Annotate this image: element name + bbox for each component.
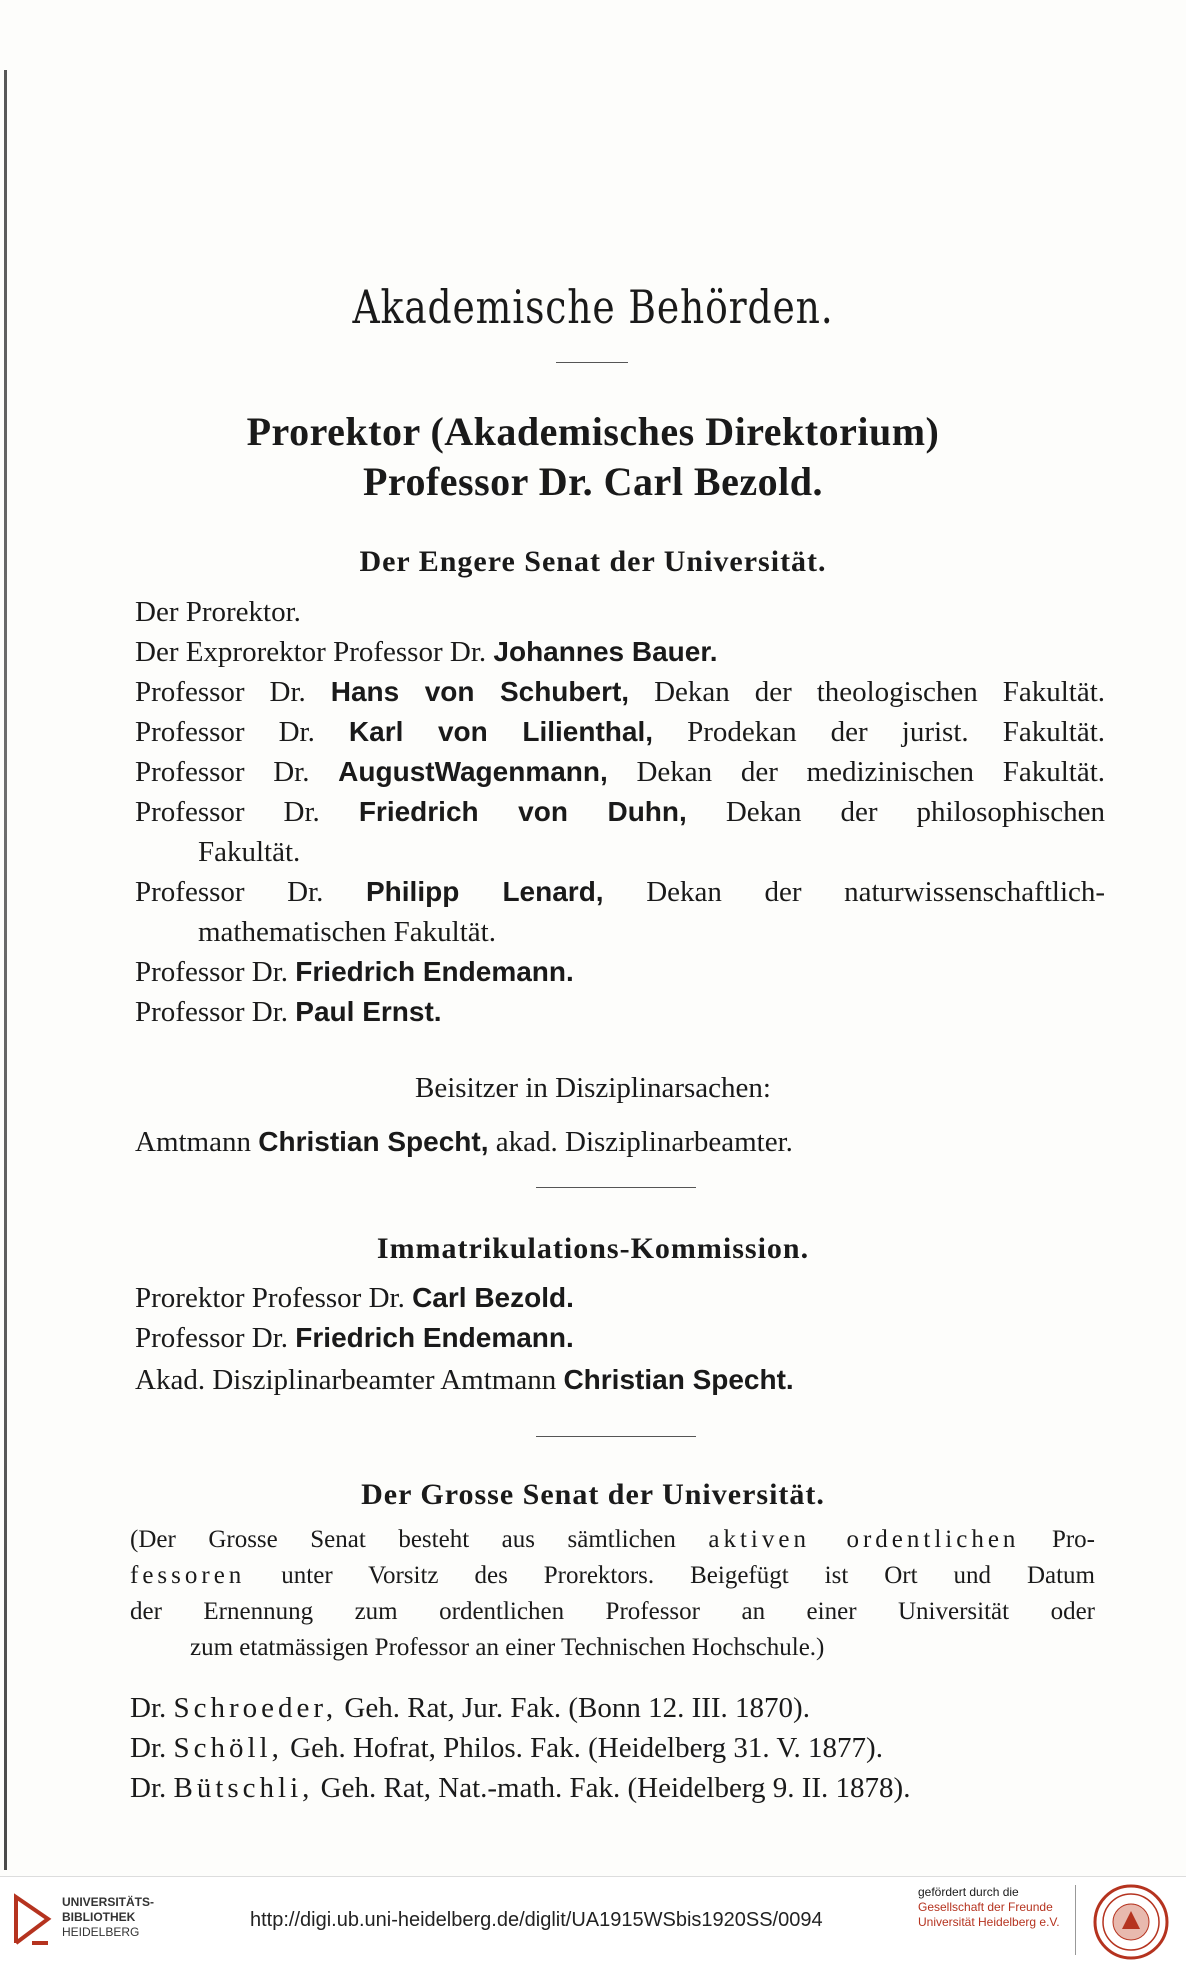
note-text: der Ernennung zum ordentlichen Professor an einer Universität oder <box>130 1598 1095 1625</box>
line-text: Dekan der medizinischen Fakultät. <box>636 756 1106 788</box>
senat-note-line <box>130 1522 1095 1558</box>
line-text: Dekan der philosophischen <box>725 796 1106 828</box>
line-text: mathematischen Fakultät. <box>198 916 496 948</box>
library-logo-icon <box>12 1891 52 1947</box>
line-text: Geh. Rat, Nat.-math. Fak. (Heidelberg 9. II. 1878). <box>320 1772 911 1804</box>
note-text: aktiven ordentlichen <box>708 1526 1020 1553</box>
divider <box>536 1436 696 1437</box>
person-name: Schroeder, <box>173 1692 338 1724</box>
senat-line <box>135 714 1105 750</box>
note-text: Pro- <box>1051 1526 1096 1553</box>
line-text: Amtmann <box>135 1126 251 1158</box>
page-edge-shadow <box>4 70 7 1870</box>
person-name: Hans von Schubert, <box>330 676 630 707</box>
senat-line <box>135 674 1105 710</box>
line-text: Der Prorektor. <box>135 596 301 628</box>
digitization-footer <box>0 1876 1186 1965</box>
line-text: Dekan der naturwissenschaftlich- <box>646 876 1106 908</box>
university-seal-icon <box>1092 1883 1170 1961</box>
kommission-line <box>135 1362 1105 1398</box>
line-text: Akad. Disziplinarbeamter Amtmann <box>135 1364 557 1396</box>
line-text: Professor Dr. <box>135 756 310 788</box>
kommission-line <box>135 1320 1105 1356</box>
line-text: Professor Dr. <box>135 796 320 828</box>
sponsor-line: Universität Heidelberg e.V. <box>918 1915 1060 1929</box>
divider <box>556 362 628 363</box>
sponsor-line: gefördert durch die <box>918 1885 1019 1899</box>
line-text: Professor Dr. <box>135 996 289 1028</box>
footer-divider <box>1075 1885 1076 1955</box>
note-text: (Der Grosse Senat besteht aus sämtlichen <box>130 1526 676 1553</box>
senat-note-line <box>130 1558 1095 1594</box>
person-name: Christian Specht, <box>258 1126 489 1157</box>
engerer-senat-heading: Der Engere Senat der Universität. <box>359 545 827 578</box>
line-text: Fakultät. <box>198 836 301 868</box>
line-text: Dr. <box>130 1732 167 1764</box>
person-name: Karl von Lilienthal, <box>348 716 654 747</box>
senat-line <box>135 754 1105 790</box>
line-text: Professor Dr. <box>135 956 289 988</box>
senat-line <box>135 794 1105 830</box>
person-name: Bütschli, <box>173 1772 314 1804</box>
line-text: Professor Dr. <box>135 1322 289 1354</box>
library-name-line: BIBLIOTHEK <box>62 1910 136 1924</box>
person-name: Friedrich Endemann. <box>295 1322 574 1353</box>
grosser-senat-heading: Der Grosse Senat der Universität. <box>361 1478 825 1511</box>
sponsor-note <box>918 1885 1068 1930</box>
senat-line-continuation <box>198 834 1098 870</box>
senat-member-line <box>130 1730 1100 1766</box>
line-text: Professor Dr. <box>135 676 306 708</box>
page-title: Akademische Behörden. <box>352 280 834 334</box>
beisitzer-subheading: Beisitzer in Disziplinarsachen: <box>415 1072 771 1104</box>
senat-line <box>135 634 1105 670</box>
note-text: zum etatmässigen Professor an einer Technischen Hochschule.) <box>190 1634 825 1661</box>
line-text: Professor Dr. <box>135 876 324 908</box>
line-text: Prodekan der jurist. Fakultät. <box>687 716 1105 748</box>
senat-line <box>135 594 1105 630</box>
prorektor-name: Professor Dr. Carl Bezold. <box>363 459 823 504</box>
person-name: Christian Specht. <box>563 1364 794 1395</box>
senat-line <box>135 874 1105 910</box>
sponsor-line: Gesellschaft der Freunde <box>918 1900 1053 1914</box>
line-text: Geh. Rat, Jur. Fak. (Bonn 12. III. 1870). <box>344 1692 810 1724</box>
line-text: Geh. Hofrat, Philos. Fak. (Heidelberg 31. V. 1877). <box>290 1732 883 1764</box>
line-text: akad. Disziplinarbeamter. <box>495 1126 793 1158</box>
library-name-line: UNIVERSITÄTS- <box>62 1895 155 1909</box>
kommission-line <box>135 1280 1105 1316</box>
library-name <box>62 1895 154 1940</box>
line-text: Prorektor Professor Dr. <box>135 1282 405 1314</box>
person-name: Carl Bezold. <box>412 1282 574 1313</box>
person-name: Johannes Bauer. <box>493 636 718 667</box>
divider <box>536 1187 696 1188</box>
line-text: Professor Dr. <box>135 716 315 748</box>
line-text: Dekan der theologischen Fakultät. <box>654 676 1106 708</box>
library-name-line: HEIDELBERG <box>62 1925 140 1939</box>
note-text: unter Vorsitz des Prorektors. Beigefügt ist Ort und Datum <box>281 1562 1096 1589</box>
person-name: Friedrich von Duhn, <box>358 796 687 827</box>
line-text: Dr. <box>130 1772 167 1804</box>
senat-line <box>135 954 1105 990</box>
person-name: AugustWagenmann, <box>338 756 608 787</box>
note-text: fessoren <box>130 1562 246 1589</box>
immatrikulation-heading: Immatrikulations-Kommission. <box>376 1232 810 1265</box>
person-name: Schöll, <box>173 1732 283 1764</box>
senat-member-line <box>130 1690 1100 1726</box>
senat-note-line <box>130 1594 1095 1630</box>
permalink-url[interactable]: http://digi.ub.uni-heidelberg.de/diglit/UA1915WSbis1920SS/0094 <box>250 1909 823 1931</box>
prorektor-heading: Prorektor (Akademisches Direktorium) <box>246 409 940 454</box>
line-text: Dr. <box>130 1692 167 1724</box>
senat-line <box>135 994 1105 1030</box>
person-name: Philipp Lenard, <box>366 876 604 907</box>
senat-member-line <box>130 1770 1100 1806</box>
person-name: Friedrich Endemann. <box>295 956 574 987</box>
person-name: Paul Ernst. <box>295 996 442 1027</box>
senat-line <box>135 1124 1105 1160</box>
senat-line-continuation <box>198 914 1098 950</box>
line-text: Der Exprorektor Professor Dr. <box>135 636 487 668</box>
senat-note-line <box>190 1630 1090 1666</box>
